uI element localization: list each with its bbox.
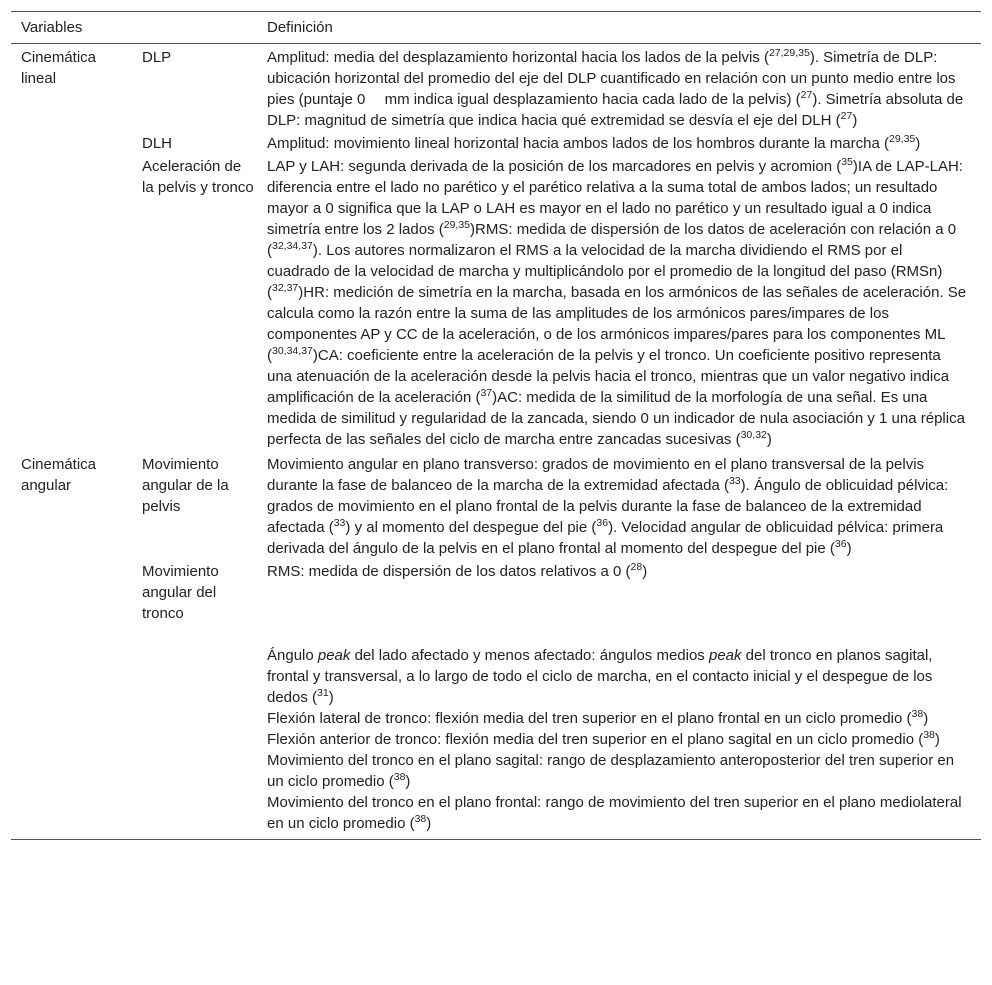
definition-text: ). Simetría de DLP: ubicación horizontal del promedio del eje del DLP cuantificado en relación con un punto medio entre los pies (puntaje 0 mm indica igual desplazamiento hacia cada lado de la pelvis) ( bbox=[267, 49, 956, 108]
citation-ref: 38 bbox=[923, 729, 935, 741]
category-cell: Cinemática lineal bbox=[21, 49, 97, 87]
definition-text: )HR: medición de simetría en la marcha, basada en los armónicos de las señales de aceleración. Se calcula como la razón entre la suma de las amplitudes de los armónicos pares/impares de los componentes AP y CC de la aceleración, o de los armónicos impares/pares para los componentes ML ( bbox=[267, 284, 967, 364]
citation-ref: 38 bbox=[393, 771, 406, 783]
header-definition: Definición bbox=[257, 12, 981, 44]
citation-ref: 33 bbox=[333, 517, 346, 529]
citation-ref: 32,37 bbox=[272, 282, 299, 294]
definition-cell bbox=[257, 131, 981, 154]
definition-text: Ángulo bbox=[267, 647, 318, 664]
citation-ref: 38 bbox=[414, 813, 427, 825]
definition-cell bbox=[257, 44, 981, 132]
citation-ref: 29,35 bbox=[443, 219, 471, 231]
variable-cell bbox=[132, 708, 257, 729]
category-cell bbox=[11, 708, 132, 729]
table-row-lateral-flexion bbox=[11, 708, 981, 729]
table-row-frontal-motion bbox=[11, 792, 981, 840]
definition-text: ) bbox=[426, 815, 432, 832]
definition-text: ) bbox=[923, 710, 929, 727]
category-cell bbox=[11, 154, 132, 450]
table-row-anterior-flexion bbox=[11, 729, 981, 750]
definition-text: Movimiento del tronco en el plano sagital: rango de desplazamiento anteroposterior del tren superior en un ciclo promedio ( bbox=[267, 752, 955, 790]
table-row-sagittal-motion bbox=[11, 750, 981, 792]
citation-ref: 35 bbox=[841, 156, 853, 168]
citation-ref: 27,29,35 bbox=[768, 47, 810, 59]
citation-ref: 36 bbox=[596, 517, 609, 529]
emphasis-text: peak bbox=[317, 647, 351, 664]
definition-text: Flexión anterior de tronco: flexión media del tren superior en el plano sagital en un ciclo promedio ( bbox=[267, 731, 924, 748]
citation-ref: 28 bbox=[630, 561, 643, 573]
definition-text: Flexión lateral de tronco: flexión media del tren superior en el plano frontal en un ciclo promedio ( bbox=[267, 710, 912, 727]
definition-text: Movimiento del tronco en el plano frontal: rango de movimiento del tren superior en el plano mediolateral en un ciclo promedio ( bbox=[267, 794, 962, 832]
definition-text: Amplitud: movimiento lineal horizontal hacia ambos lados de los hombros durante la marcha ( bbox=[267, 135, 889, 152]
variable-cell: DLH bbox=[142, 135, 173, 152]
citation-ref: 27 bbox=[840, 110, 853, 122]
spacer-cell bbox=[132, 624, 257, 645]
category-cell bbox=[11, 792, 132, 840]
table-row-dlp bbox=[11, 44, 981, 132]
table-row-pelvis-angular bbox=[11, 450, 981, 559]
header-variables: Variables bbox=[11, 12, 132, 44]
category-cell bbox=[11, 750, 132, 792]
definition-text: ). Velocidad angular de oblicuidad pélvica: primera derivada del ángulo de la pelvis en el plano frontal al momento del despegue del pie ( bbox=[267, 519, 944, 557]
citation-ref: 27 bbox=[800, 89, 813, 101]
category-cell: Cinemática angular bbox=[21, 456, 97, 494]
citation-ref: 29,35 bbox=[888, 133, 916, 145]
definition-cell bbox=[257, 792, 981, 840]
table-row-acceleration bbox=[11, 154, 981, 450]
citation-ref: 30,32 bbox=[740, 429, 767, 441]
table-row-peak-angle bbox=[11, 645, 981, 708]
definition-cell bbox=[257, 750, 981, 792]
definition-text: ) y al momento del despegue del pie ( bbox=[345, 519, 597, 536]
citation-ref: 30,34,37 bbox=[272, 345, 313, 357]
category-cell bbox=[11, 559, 132, 624]
definition-cell bbox=[257, 708, 981, 729]
citation-ref: 33 bbox=[728, 475, 741, 487]
definition-text: ) bbox=[766, 431, 772, 448]
definition-text: del lado afectado y menos afectado: ángulos medios bbox=[350, 647, 709, 664]
definition-text: ). Los autores normalizaron el RMS a la velocidad de la marcha dividiendo el RMS por el cuadrado de la velocidad de marcha y multiplicándolo por el promedio de la longitud del paso (RMSn) ( bbox=[267, 242, 943, 301]
definition-text: RMS: medida de dispersión de los datos relativos a 0 ( bbox=[267, 563, 631, 580]
definition-cell bbox=[257, 450, 981, 559]
definition-text: )AC: medida de la similitud de la morfología de una señal. Es una medida de similitud y regularidad de la zancada, siendo 0 un indicador de nula asociación y 1 una réplica perfecta de las señales del ciclo de marcha entre zancadas sucesivas ( bbox=[267, 389, 965, 448]
definition-text: ). Simetría absoluta de DLP: magnitud de simetría que indica hacia qué extremidad se desvía el eje del DLH ( bbox=[267, 91, 964, 129]
definition-cell bbox=[257, 645, 981, 708]
variable-cell bbox=[132, 750, 257, 792]
spacer-cell bbox=[11, 624, 132, 645]
definition-text: )CA: coeficiente entre la aceleración de la pelvis y el tronco. Un coeficiente positivo representa una atenuación de la aceleración desde la pelvis hacia el tronco, mientras que un valor negativo indica amplificación de la aceleración ( bbox=[267, 347, 950, 406]
variable-cell: Aceleración de la pelvis y tronco bbox=[142, 158, 254, 196]
spacer-cell bbox=[257, 624, 981, 645]
citation-ref: 31 bbox=[317, 687, 329, 699]
definition-text: ). Ángulo de oblicuidad pélvica: grados de movimiento en el plano frontal de la pelvis durante la fase de balanceo de la extremidad afectada ( bbox=[267, 477, 949, 536]
definition-text: ) bbox=[328, 689, 334, 706]
definition-text: ) bbox=[846, 540, 852, 557]
table-row-dlh bbox=[11, 131, 981, 154]
category-cell bbox=[11, 645, 132, 708]
definition-text: ) bbox=[852, 112, 858, 129]
definition-cell bbox=[257, 729, 981, 750]
definition-text: ) bbox=[934, 731, 940, 748]
variable-cell: DLP bbox=[142, 49, 172, 66]
citation-ref: 38 bbox=[911, 708, 924, 720]
definition-text: )IA de LAP-LAH: diferencia entre el lado no parético y el parético relativa a la suma total de ambos lados; un resultado mayor a 0 significa que la LAP o LAH es mayor en el lado no parético y un resultado igual a 0 indica simetría entre los 2 lados ( bbox=[267, 158, 963, 238]
variable-cell bbox=[132, 729, 257, 750]
definitions-table bbox=[11, 11, 981, 840]
variable-cell: Movimiento angular del tronco bbox=[142, 563, 219, 622]
definition-text: ) bbox=[405, 773, 411, 790]
definition-text: ) bbox=[642, 563, 648, 580]
definitions-table-container bbox=[11, 11, 981, 840]
emphasis-text: peak bbox=[708, 647, 742, 664]
table-header-row bbox=[11, 12, 981, 44]
definition-cell bbox=[257, 154, 981, 450]
definition-text: )RMS: medida de dispersión de los datos de aceleración con relación a 0 ( bbox=[267, 221, 957, 259]
variable-cell bbox=[132, 645, 257, 708]
table-row-spacer bbox=[11, 624, 981, 645]
definition-text: Amplitud: media del desplazamiento horizontal hacia los lados de la pelvis ( bbox=[267, 49, 769, 66]
citation-ref: 32,34,37 bbox=[272, 240, 313, 252]
definition-text: LAP y LAH: segunda derivada de la posición de los marcadores en pelvis y acromion ( bbox=[267, 158, 842, 175]
variable-cell: Movimiento angular de la pelvis bbox=[142, 456, 229, 515]
definition-text: ) bbox=[915, 135, 921, 152]
header-subvariable bbox=[132, 12, 257, 44]
category-cell bbox=[11, 729, 132, 750]
citation-ref: 36 bbox=[834, 538, 847, 550]
definition-text: Movimiento angular en plano transverso: grados de movimiento en el plano transversal de la pelvis durante la fase de balanceo de la marcha de la extremidad afectada ( bbox=[267, 456, 925, 494]
variable-cell bbox=[132, 792, 257, 840]
category-cell bbox=[11, 131, 132, 154]
definition-cell bbox=[257, 559, 981, 624]
definition-text: del tronco en planos sagital, frontal y transversal, a lo largo de todo el ciclo de marcha, en el contacto inicial y el despegue de los dedos ( bbox=[267, 647, 933, 706]
table-row-trunk-angular bbox=[11, 559, 981, 624]
citation-ref: 37 bbox=[480, 387, 493, 399]
